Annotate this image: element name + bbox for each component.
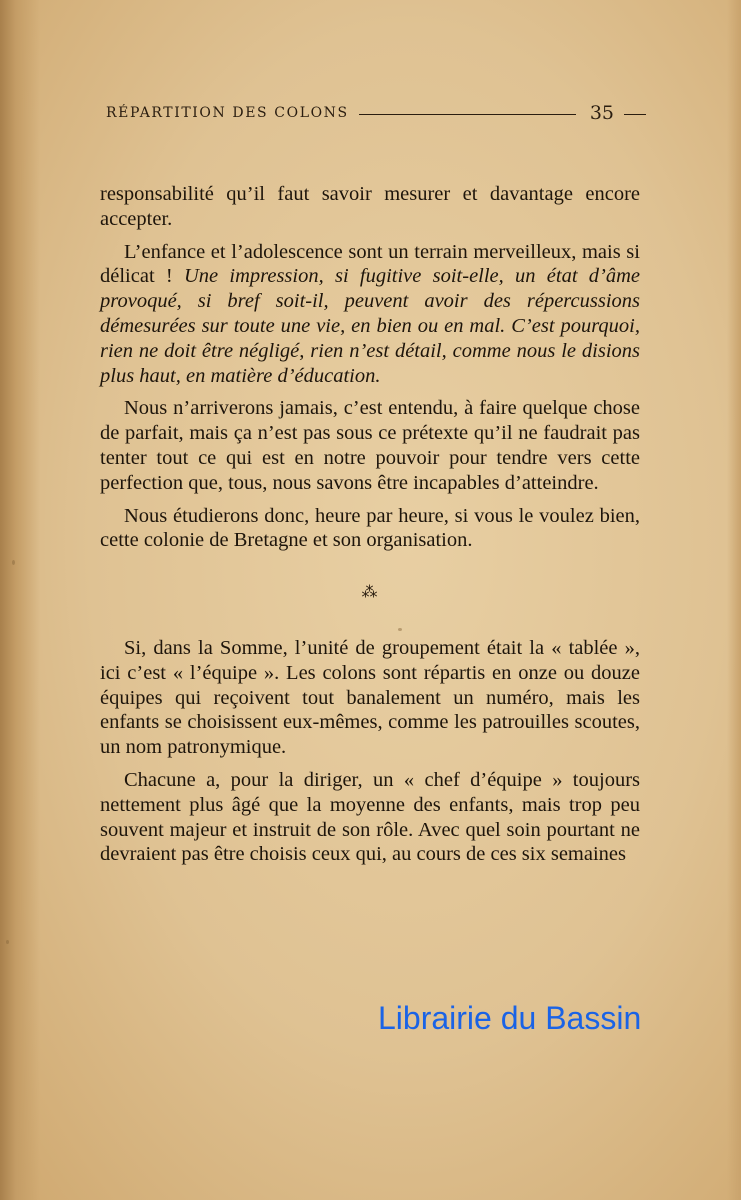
- paragraph-childhood-italic: Une impression, si fugitive soit-elle, un état d’âme provoqué, si bref soit-il, peuvent avoir des répercussions démesurées sur toute une vie, en bien ou en mal. C’est pourquoi, rien ne doit être négligé, rien n’est détail, comme nous le disions plus haut, en matière d’éducation.: [100, 265, 640, 387]
- binding-gutter-shadow: [0, 0, 40, 1200]
- paragraph-teams: Si, dans la Somme, l’unité de groupement était la « tablée », ici c’est « l’équipe ». Les colons sont répartis en onze ou douze équipes qui reçoivent tout banalement un numéro, mais les enfants se choisissent eux-mêmes, comme les patrouilles scoutes, un nom patronymique.: [100, 636, 640, 759]
- paper-speck: [12, 560, 15, 565]
- page-edge-shadow: [727, 0, 741, 1200]
- page-number: 35: [589, 102, 614, 124]
- paragraph-childhood-roman: L’enfance et l’adolescence sont un terrain merveilleux, mais si délicat !: [100, 240, 640, 288]
- header-dash: [624, 114, 646, 115]
- paragraph-childhood: [100, 240, 640, 389]
- header-rule: [359, 114, 576, 115]
- paragraph-team-leader: Chacune a, pour la diriger, un « chef d’équipe » toujours nettement plus âgé que la moyenne des enfants, mais trop peu souvent majeur et instruit de son rôle. Avec quel soin pourtant ne devraient pas être choisis ceux qui, au cours de ces six semaines: [100, 768, 640, 866]
- page-header: [106, 100, 646, 126]
- bookseller-watermark: Librairie du Bassin: [378, 1000, 642, 1036]
- section-asterism: ⁂: [361, 584, 379, 602]
- paragraph-continued: responsabilité qu’il faut savoir mesurer et davantage encore accepter.: [100, 183, 640, 230]
- running-title: RÉPARTITION DES COLONS: [106, 105, 349, 121]
- paragraph-perfection: Nous n’arriverons jamais, c’est entendu, à faire quelque chose de parfait, mais ça n’est pas sous ce prétexte qu’il ne faudrait pas tenter tout ce qui est en notre pouvoir pour tendre vers cette perfection que, tous, nous savons être incapables d’atteindre.: [100, 397, 640, 494]
- body-text: [100, 182, 640, 875]
- paragraph-study: Nous étudierons donc, heure par heure, si vous le voulez bien, cette colonie de Bretagne et son organisation.: [100, 504, 640, 552]
- paper-speck: [6, 940, 9, 944]
